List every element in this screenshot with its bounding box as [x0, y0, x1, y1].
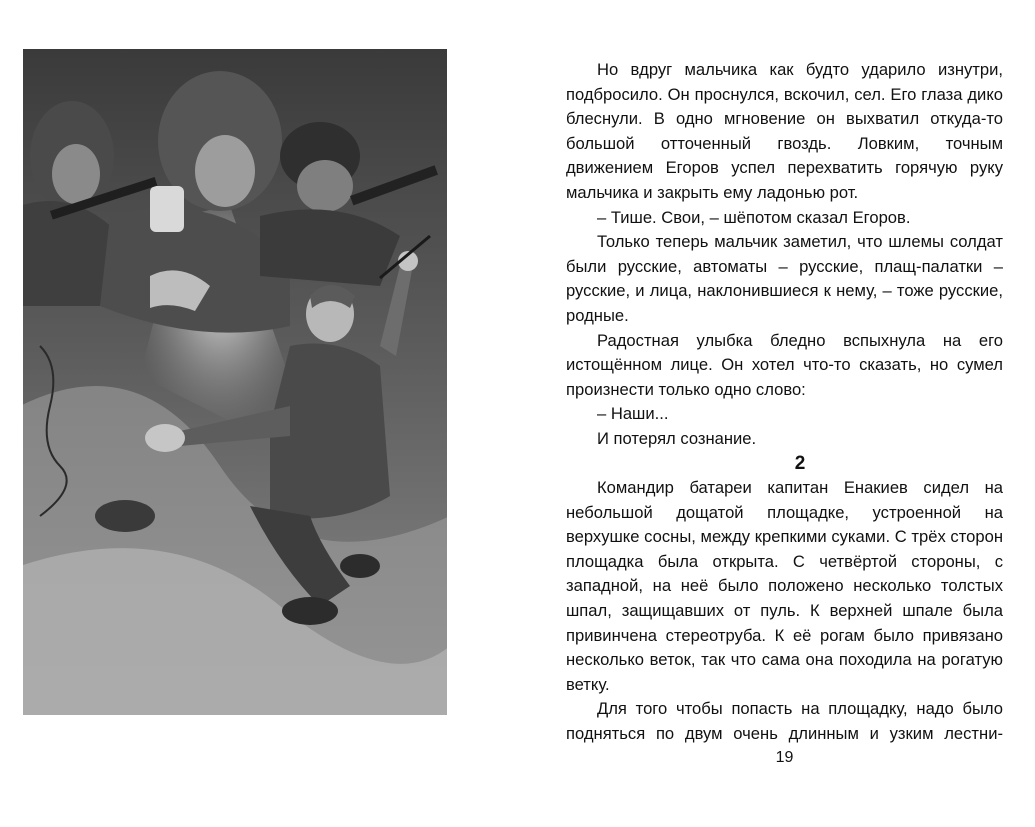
illustration-soldiers-and-boy — [20, 46, 450, 718]
paragraph: Только теперь мальчик заметил, что шлемы солдат были русские, автоматы – русские, плащ-палатки – русские, и лица, наклонившиеся к нему, – тоже русские, родные. — [566, 232, 1003, 325]
page-number: 19 — [775, 749, 794, 766]
paragraph: – Наши... — [597, 404, 669, 424]
paragraph: Для того чтобы попасть на площадку, надо было подняться по двум очень длинным и узким лестни- — [566, 699, 1003, 744]
text-column — [566, 58, 1003, 747]
paragraph: Радостная улыбка бледно вспыхнула на его истощённом лице. Он хотел что-то сказать, но сумел произнести только одно слово: — [566, 330, 1003, 399]
paragraph: И потерял сознание. — [597, 428, 757, 448]
paragraph: – Тише. Свои, – шёпотом сказал Егоров. — [597, 207, 911, 227]
chapter-heading: 2 — [794, 452, 806, 474]
war-illustration-icon — [20, 46, 450, 718]
paragraph: Командир батареи капитан Енакиев сидел на небольшой дощатой площадке, устроенной на верхушке сосны, между крепкими суками. С трёх сторон площадка была открыта. С четвёртой стороны, с западной, на неё было положено несколько толстых шпал, защищавших от пуль. К верхней шпале была привинчена стереотруба. К её рогам было привязано несколько веток, так что сама она походила на рогатую ветку. — [566, 478, 1003, 694]
paragraph: Но вдруг мальчика как будто ударило изнутри, подбросило. Он проснулся, вскочил, сел. Его глаза дико блеснули. В одно мгновение он выхватил откуда-то большой отточенный гвоздь. Ловким, точным движением Егоров успел перехватить горячую руку мальчика и закрыть ему ладонью рот. — [566, 60, 1003, 202]
